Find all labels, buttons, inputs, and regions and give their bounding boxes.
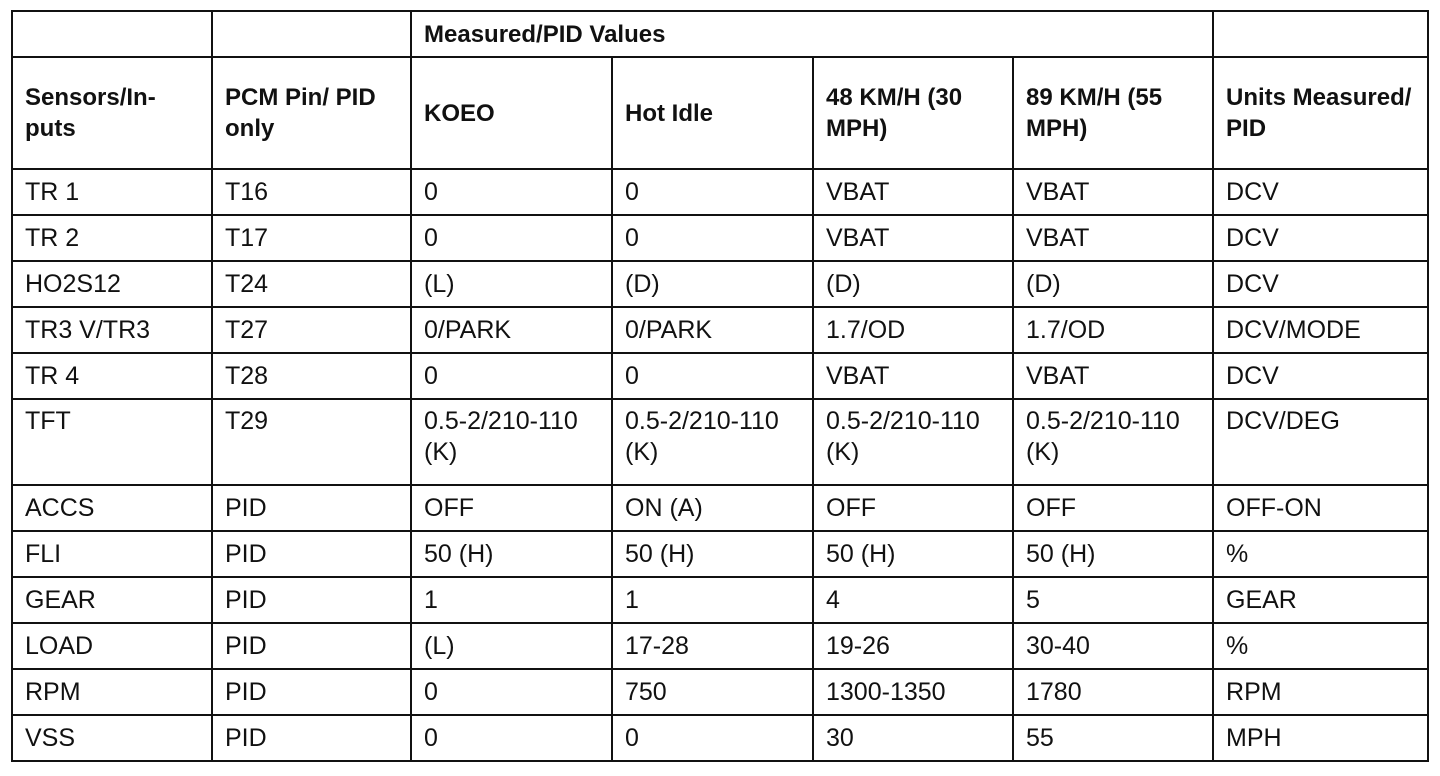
units-cell: MPH [1213,715,1428,761]
speed-48-cell: 30 [813,715,1013,761]
speed-89-cell: 1780 [1013,669,1213,715]
measured-pid-values-header: Measured/PID Values [411,11,1213,57]
empty-header-cell [1213,11,1428,57]
column-header-89kmh: 89 KM/H (55 MPH) [1013,57,1213,169]
column-header-row [12,57,1428,169]
speed-48-cell: VBAT [813,353,1013,399]
table-row [12,485,1428,531]
column-header-pcm-pin: PCM Pin/ PID only [212,57,411,169]
speed-89-cell: 30-40 [1013,623,1213,669]
hot-idle-cell: 0/PARK [612,307,813,353]
units-cell: DCV/MODE [1213,307,1428,353]
sensor-cell: TR 1 [12,169,212,215]
speed-89-cell: OFF [1013,485,1213,531]
pcm-pin-cell: PID [212,669,411,715]
sensor-cell: RPM [12,669,212,715]
pcm-pin-cell: PID [212,715,411,761]
pcm-pin-cell: PID [212,577,411,623]
column-header-hot-idle: Hot Idle [612,57,813,169]
speed-89-cell: 1.7/OD [1013,307,1213,353]
speed-89-cell: VBAT [1013,169,1213,215]
hot-idle-cell: 50 (H) [612,531,813,577]
speed-48-cell: VBAT [813,169,1013,215]
hot-idle-cell: (D) [612,261,813,307]
column-header-48kmh: 48 KM/H (30 MPH) [813,57,1013,169]
speed-89-cell: 0.5-2/210-110 (K) [1013,399,1213,485]
speed-89-cell: 5 [1013,577,1213,623]
koeo-cell: (L) [411,261,612,307]
hot-idle-cell: 0 [612,169,813,215]
pcm-pin-cell: T24 [212,261,411,307]
pcm-pin-cell: PID [212,623,411,669]
sensor-cell: LOAD [12,623,212,669]
units-cell: RPM [1213,669,1428,715]
speed-89-cell: 55 [1013,715,1213,761]
hot-idle-cell: 1 [612,577,813,623]
units-cell: % [1213,623,1428,669]
pcm-pin-cell: PID [212,531,411,577]
units-cell: % [1213,531,1428,577]
empty-header-cell [212,11,411,57]
column-header-sensors: Sensors/In-puts [12,57,212,169]
speed-48-cell: 0.5-2/210-110 (K) [813,399,1013,485]
speed-48-cell: 4 [813,577,1013,623]
koeo-cell: (L) [411,623,612,669]
koeo-cell: 0 [411,215,612,261]
units-cell: DCV [1213,353,1428,399]
sensor-cell: TR3 V/TR3 [12,307,212,353]
speed-48-cell: 19-26 [813,623,1013,669]
table-row [12,623,1428,669]
speed-48-cell: 1.7/OD [813,307,1013,353]
table-row [12,307,1428,353]
empty-header-cell [12,11,212,57]
sensor-cell: ACCS [12,485,212,531]
pcm-pin-cell: T17 [212,215,411,261]
hot-idle-cell: ON (A) [612,485,813,531]
koeo-cell: 0 [411,353,612,399]
hot-idle-cell: 17-28 [612,623,813,669]
pcm-pin-cell: T29 [212,399,411,485]
pcm-pin-cell: T27 [212,307,411,353]
koeo-cell: 50 (H) [411,531,612,577]
table-row [12,261,1428,307]
pcm-pin-cell: PID [212,485,411,531]
column-header-units: Units Measured/ PID [1213,57,1428,169]
speed-89-cell: (D) [1013,261,1213,307]
table-row [12,215,1428,261]
pcm-pin-cell: T16 [212,169,411,215]
sensor-cell: TFT [12,399,212,485]
sensor-cell: VSS [12,715,212,761]
table-row [12,715,1428,761]
koeo-cell: OFF [411,485,612,531]
koeo-cell: 1 [411,577,612,623]
hot-idle-cell: 0.5-2/210-110 (K) [612,399,813,485]
sensor-cell: TR 2 [12,215,212,261]
table-row [12,169,1428,215]
units-cell: DCV [1213,215,1428,261]
units-cell: OFF-ON [1213,485,1428,531]
table-row [12,353,1428,399]
speed-89-cell: VBAT [1013,215,1213,261]
column-header-koeo: KOEO [411,57,612,169]
table-row [12,531,1428,577]
units-cell: DCV [1213,169,1428,215]
koeo-cell: 0/PARK [411,307,612,353]
hot-idle-cell: 0 [612,353,813,399]
hot-idle-cell: 0 [612,715,813,761]
units-cell: GEAR [1213,577,1428,623]
speed-48-cell: 50 (H) [813,531,1013,577]
speed-89-cell: 50 (H) [1013,531,1213,577]
sensor-cell: FLI [12,531,212,577]
units-cell: DCV/DEG [1213,399,1428,485]
sensor-cell: TR 4 [12,353,212,399]
table-row [12,577,1428,623]
speed-48-cell: OFF [813,485,1013,531]
speed-48-cell: 1300-1350 [813,669,1013,715]
koeo-cell: 0 [411,169,612,215]
units-cell: DCV [1213,261,1428,307]
koeo-cell: 0.5-2/210-110 (K) [411,399,612,485]
hot-idle-cell: 0 [612,215,813,261]
pcm-pin-cell: T28 [212,353,411,399]
speed-48-cell: (D) [813,261,1013,307]
group-header-row [12,11,1428,57]
sensor-cell: GEAR [12,577,212,623]
hot-idle-cell: 750 [612,669,813,715]
table-row [12,399,1428,485]
speed-89-cell: VBAT [1013,353,1213,399]
sensor-cell: HO2S12 [12,261,212,307]
pid-values-table [11,10,1429,762]
koeo-cell: 0 [411,715,612,761]
speed-48-cell: VBAT [813,215,1013,261]
koeo-cell: 0 [411,669,612,715]
table-row [12,669,1428,715]
